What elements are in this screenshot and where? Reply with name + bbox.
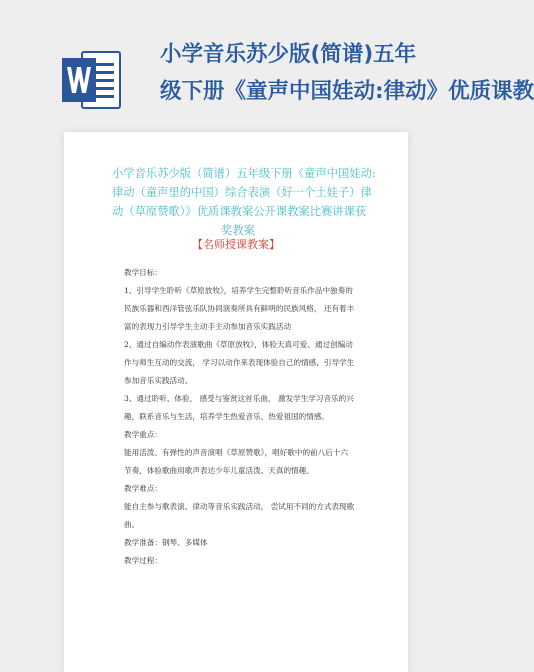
header-title-line: 小学音乐苏少版(简谱)五年	[160, 42, 417, 67]
document-page	[64, 132, 408, 672]
body-line: 能用活泼、有弹性的声音演唱《草原赞歌》，唱好歌中的前八后十六	[124, 448, 349, 457]
body-line: 民族乐器和西洋管弦乐队协同演奏所具有鲜明的民族风格， 还有着丰	[124, 304, 355, 313]
document-title-line: 奖教案	[221, 224, 255, 237]
header-title	[160, 36, 534, 110]
body-line: 2、通过自编动作表演歌曲《草原放牧》，体验天真可爱、通过创编动	[124, 340, 353, 349]
body-line: 作与师生互动的交流， 学习以动作来表现体验自己的情感，引导学生	[124, 358, 355, 367]
document-subtitle: 【名师授课教案】	[192, 238, 280, 251]
word-document-icon	[62, 48, 122, 112]
body-line: 3、通过聆听、体验， 感受与鉴赏这首乐曲， 激发学生学习音乐的兴	[124, 394, 354, 403]
body-line: 1、引导学生聆听《草原放牧》，培养学生完整聆听音乐作品中独奏的	[124, 286, 353, 295]
document-title	[112, 164, 376, 240]
body-line: 能自主参与歌表演、律动等音乐实践活动， 尝试用不同的方式表现歌	[124, 502, 355, 511]
body-line: 教学目标：	[124, 268, 162, 277]
body-line: 教学过程：	[124, 556, 162, 565]
body-line: 趣，联系音乐与生活，培养学生热爱音乐、热爱祖国的情感。	[124, 412, 330, 421]
body-line: 参加音乐实践活动。	[124, 376, 193, 385]
document-title-line: 律动（童声里的中国）综合表演（好一个土娃子）律	[112, 186, 372, 199]
body-line: 教学准备：钢琴、多媒体	[124, 538, 208, 547]
document-title-line: 动（草原赞歌）》优质课教案公开课教案比赛讲课获	[112, 205, 367, 218]
body-line: 曲。	[124, 520, 140, 529]
header-title-line: 级下册《童声中国娃动:律动》优质课教	[160, 79, 534, 104]
body-line: 教学难点：	[124, 484, 162, 493]
body-line: 教学重点：	[124, 430, 162, 439]
body-line: 富的表现力引导学生主动手主动参加音乐实践活动	[124, 322, 292, 331]
document-title-line: 小学音乐苏少版（简谱）五年级下册《童声中国娃动:	[112, 167, 376, 180]
body-line: 节奏，体验歌曲用歌声表达少年儿童活泼、天真的情趣。	[124, 466, 314, 475]
header-banner	[0, 0, 534, 135]
